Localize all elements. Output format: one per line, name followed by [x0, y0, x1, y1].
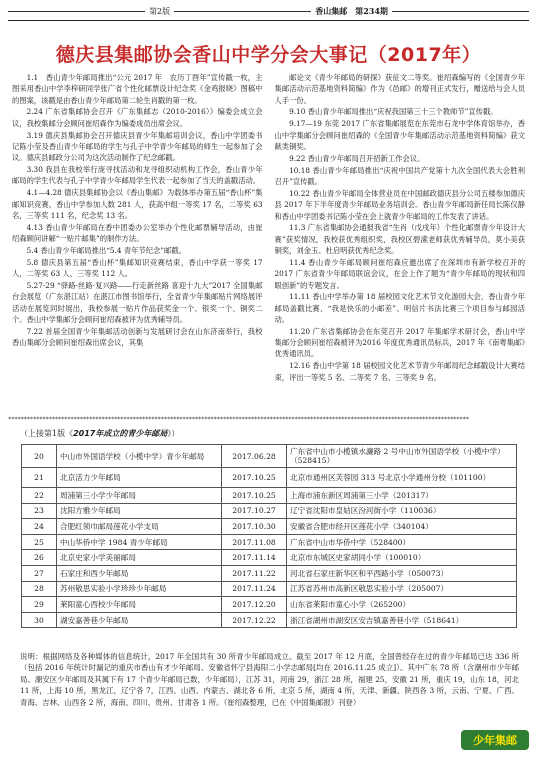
- founding-date: 2017.10.25: [222, 488, 287, 504]
- office-address: 河北省石家庄新华区和平西路小学（050073）: [287, 565, 517, 581]
- summary-note: 说明：根据网络及各种媒体的信息统计，2017 年全国共有 30 所青少年邮局成立。截至 2017 年 12 月底，全国曾经存在过的青少年邮局已达 336 所（包括 2016 年统计时漏记的重庆市香山有才少年邮局、安徽省怀宁县海阳二小学志邮局[均在 2016.11.25 成立]）。其中广东 78 所（含潮州市少年邮局、潮安区少年邮局及其属下有 17 个青少年邮局已数，少年邮局），江苏 31，河南 29，浙江 28 所，福建 25，安徽 21 所，重庆 19，山东 18，河北 11 所，上海 10 所，黑龙江，辽宁各 7，江西、山西、内蒙古、湖北各 6 所，北京 5 所，湖南 4 所，天津、新疆、陕西各 3 所，云南、宁夏、广西、青海、吉林、山西各 2 所，海南、四川、贵州、甘肃各 1 所。（崔绍森整理，已在《中国集邮报》刊登）: [20, 652, 519, 707]
- left-column-entry: 7.22 首届全国青少年集邮活动创新与发展研讨会在山东济南举行，我校香山集邮分会顾问崔绍森出席会议，其集: [12, 326, 263, 348]
- left-column-entry: 1.1 香山青少年邮局推出“公元 2017 年 农历丁酉年”宣传戳一枚，主图采用香山中学李梓研同学张广省个性化邮票设计纪念奖《金鸡报晓》图稿中的图案，该戳是由香山青少年邮局第二轮生肖戳的第一枚。: [12, 73, 263, 105]
- star-divider: ****************************************************************************************************************************************************: [8, 416, 469, 423]
- row-number: 21: [22, 468, 57, 488]
- table-row: [22, 534, 517, 550]
- office-address: 北京市东城区史家胡同小学（100010）: [287, 550, 517, 566]
- issue-number: 第234期: [355, 5, 388, 16]
- header-rule-left: [8, 11, 145, 12]
- article-body: [12, 72, 525, 410]
- right-column-entry: 11.11 香山中学举办第 18 届校园文化艺术节文化游园大会，香山青少年邮局盖戳比赛、“我是快乐的小邮差”、明信片书法比赛三个项目参与邮园活动。: [274, 292, 525, 324]
- founding-date: 2017.12.20: [222, 597, 287, 613]
- right-column-entry: 12.16 香山中学第 18 届校园文化艺术节青少年邮局纪念邮戳设计大赛结束，评出一等奖 5 名、二等奖 7 名、三等奖 9 名。: [274, 361, 525, 382]
- office-name: 中山华侨中学 1984 青少年邮局: [57, 534, 222, 550]
- table-row: [22, 550, 517, 566]
- office-name: 苏州敬思实验小学珍珍少年邮局: [57, 581, 222, 597]
- office-address: 江苏省苏州市高新区敬思实验小学（205007）: [287, 581, 517, 597]
- row-number: 20: [22, 445, 57, 468]
- left-column: [12, 72, 263, 410]
- table-row: [22, 445, 517, 468]
- row-number: 25: [22, 534, 57, 550]
- office-address: 浙江省湖州市湖安区安吉镇嘉善巷小学（518641）: [287, 612, 517, 628]
- founding-date: 2017.10.25: [222, 468, 287, 488]
- header-rule-mid: [174, 11, 311, 12]
- page-header: [8, 4, 529, 18]
- continued-heading: [20, 428, 179, 439]
- left-column-entry: 5.27-29 “驿路·丝路·复兴路——行走新丝路 喜迎十九大”2017 全国集邮台会展览（广东湛江站）在湛江市图书馆举行，全省青少年集邮贴片网络展评活动在展览同时展出，我校参展一贴片作品获奖金一个、银奖一个、铜奖二个。香山中学集邮分会顾问崔绍森被评为优秀辅导员。: [12, 281, 263, 324]
- post-office-table: [21, 444, 517, 628]
- office-address: 广东省中山市华侨中学（528400）: [287, 534, 517, 550]
- continued-title: 2017年成立的青少年邮局: [73, 429, 168, 438]
- founding-date: 2017.06.28: [222, 445, 287, 468]
- row-number: 30: [22, 612, 57, 628]
- office-name: 合肥红领巾邮局莲花小学支局: [57, 519, 222, 535]
- founding-date: 2017.11.22: [222, 565, 287, 581]
- table-row: [22, 612, 517, 628]
- article-title: 德庆县集邮协会香山中学分会大事记（2017年）: [55, 44, 482, 66]
- paper-name: 香山集邮: [315, 5, 348, 16]
- continued-suffix: 》）: [167, 429, 180, 438]
- office-address: 广东省中山市小榄镇水濂路 2 号中山市外国语学校（小榄中学）（528415）: [287, 445, 517, 468]
- continued-prefix: （上接第1版《: [20, 429, 74, 438]
- left-column-entry: 3.30 我县在我校举行庞寻找活动和龙寻组织动机构工作会，香山青少年邮局的学生代表与孔子中学青少年邮局学生代表一起参加了当天的盖戳活动。: [12, 165, 263, 186]
- row-number: 29: [22, 597, 57, 613]
- right-column-entry: 11.20 广东省集邮协会在东莞召开 2017 年集邮学术研讨会，香山中学集邮分会顾问崔绍森被评为2016 年度优秀通讯员标兵，2017 年《南粤集邮》优秀通讯员。: [274, 326, 525, 359]
- left-column-entry: 4.1—4.28 德庆县集邮协会以《香山集邮》为载体举办第五届“香山杯”集邮知识竞赛，香山中学参加人数 281 人，获高中组一等奖 17 名，二等奖 63 名，三等奖 111 名，纪念奖 13 名。: [12, 188, 263, 220]
- table-row: [22, 488, 517, 504]
- office-address: 山东省莱阳市童心小学（265200）: [287, 597, 517, 613]
- left-column-entry: 2.24 广东省集邮协会召开《广东集邮志（2010-2016）》编委会成立会议，我校集邮分会顾问崔绍森作为编委成员出席会议。: [12, 107, 263, 128]
- table-row: [22, 565, 517, 581]
- office-name: 北京史家小学美丽邮局: [57, 550, 222, 566]
- row-number: 27: [22, 565, 57, 581]
- right-column-entry: 邮论文《青少年邮局的研探》获征文二等奖。崔绍森编写的《全国青少年集邮活动示范基地资料简编》作为《邑邮》的增刊正式发行，赠送给与会人员人手一份。: [274, 73, 525, 105]
- right-column-entry: 10.22 香山青少年邮局全体营业员在中国邮政德庆县分公司五楼参加德庆县 2017 年下半年度青少年邮局业务培训会。香山青少年邮局新任局长陈仪静和香山中学团委书记陈小莹在会上就青少年邮局的工作发表了讲话。: [274, 188, 525, 221]
- office-name: 周浦第三小学少年邮局: [57, 488, 222, 504]
- table-row: [22, 597, 517, 613]
- founding-date: 2017.11.24: [222, 581, 287, 597]
- row-number: 23: [22, 503, 57, 519]
- row-number: 22: [22, 488, 57, 504]
- header-rule-right: [392, 11, 529, 12]
- right-column-entry: 9.17—19 东莞 2017 广东省集邮展览在东莞市石龙中学体育馆举办，香山中学集邮分会顾问崔绍森的《全国青少年集邮活动示范基地资料简编》获文献类铜奖。: [274, 119, 525, 151]
- founding-date: 2017.11.14: [222, 550, 287, 566]
- left-column-entry: 4.13 香山青少年邮局在香中团委办公室举办个性化邮票辅导活动，由崔绍森顾问讲解“一贴片邮集”的制作方法。: [12, 222, 263, 244]
- office-name: 石家庄和西少年邮局: [57, 565, 222, 581]
- right-column-entry: 11.3 广东省集邮协会通报我省“生肖（戊戌年）个性化邮票青少年设计大赛”获奖情况，我校获优秀组织奖，我校区碧潆老师获优秀辅导员，莫小美获铜奖，刘金玉、杜启明获优秀纪念奖。: [274, 223, 525, 256]
- right-column: [275, 72, 526, 410]
- office-address: 安徽省合肥市经开区莲花小学（340104）: [287, 519, 517, 535]
- row-number: 24: [22, 519, 57, 535]
- founding-date: 2017.12.22: [222, 612, 287, 628]
- left-column-entry: 5.4 香山青少年邮局推出“5.4 青年节纪念”邮戳。: [26, 246, 186, 256]
- office-address: 辽宁省沈阳市皇姑区汾河街小学（110036）: [287, 503, 517, 519]
- right-column-entry: 9.10 香山青少年邮局推出“庆祝我国第三十三个教师节”宣传戳。: [289, 107, 498, 117]
- page-number: 第2版: [149, 6, 171, 16]
- office-address: 北京市通州区芙蓉园 313 号北京小学通州分校（101100）: [287, 468, 517, 488]
- office-name: 沈阳方雅少年邮局: [57, 503, 222, 519]
- founding-date: 2017.10.27: [222, 503, 287, 519]
- table-row: [22, 503, 517, 519]
- office-name: 莱阳童心西校少年邮局: [57, 597, 222, 613]
- office-name: 中山市外国语学校（小榄中学）青少年邮局: [57, 445, 222, 468]
- row-number: 28: [22, 581, 57, 597]
- publication-logo: 少年集邮: [461, 730, 529, 750]
- office-address: 上海市浦东新区周浦第三小学（201317）: [287, 488, 517, 504]
- left-column-entry: 3.19 德庆县集邮协会召开德庆县青少年集邮培训会议，香山中学团委书记陈小莹及香山青少年邮局的学生与孔子中学青少年邮局的师生一起参加了会议。德庆县邮政分公司为这次活动制作了纪念邮戳。: [12, 130, 263, 163]
- founding-date: 2017.11.08: [222, 534, 287, 550]
- founding-date: 2017.10.30: [222, 519, 287, 535]
- office-name: 北京活力少年邮局: [57, 468, 222, 488]
- left-column-entry: 5.8 德庆县第五届“香山杯”集邮知识竞赛结束，香山中学获一等奖 17 人，二等奖 63 人，三等奖 112 人。: [12, 257, 263, 279]
- header-divider: [8, 20, 529, 21]
- table-row: [22, 468, 517, 488]
- right-column-entry: 9.22 香山青少年邮局召开招新工作会议。: [289, 153, 425, 163]
- right-column-entry: 10.18 香山青少年邮局推出“庆祝中国共产党第十九次全国代表大会胜利召开”宣传戳。: [274, 165, 525, 187]
- office-name: 湖安嘉善巷少年邮局: [57, 612, 222, 628]
- right-column-entry: 11.4 香山青少年邮局顾问崔绍森应邀出席了在深圳市有新学校召开的 2017 广东省青少年邮局联谊会议，在会上作了题为“青少年邮局的现状和四眼创新”的专题发言。: [274, 257, 525, 290]
- row-number: 26: [22, 550, 57, 566]
- table-row: [22, 519, 517, 535]
- table-row: [22, 581, 517, 597]
